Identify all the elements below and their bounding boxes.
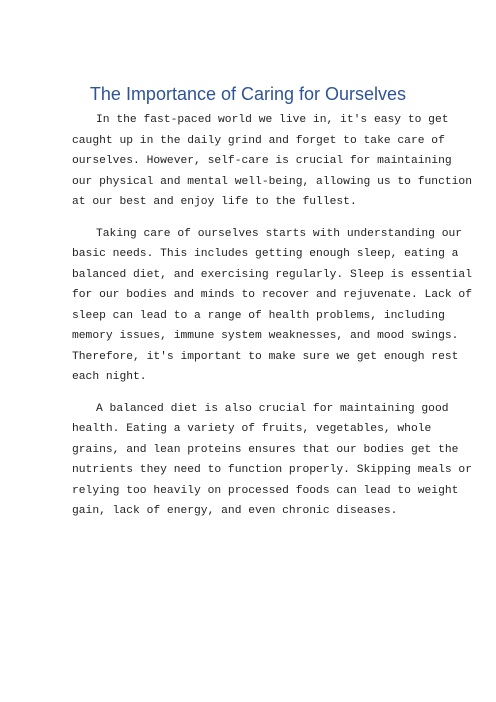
paragraph-line: grains, and lean proteins ensures that our bodies get the <box>72 443 459 456</box>
paragraph-line: A balanced diet is also crucial for maintaining good <box>96 402 449 415</box>
paragraph-line: basic needs. This includes getting enough sleep, eating a <box>72 248 459 260</box>
paragraph-line: balanced diet, and exercising regularly. Sleep is essential <box>72 268 472 281</box>
paragraph-line: at our best and enjoy life to the fullest. <box>72 196 357 208</box>
paragraph-line: caught up in the daily grind and forget to take care of <box>72 134 445 147</box>
paragraph-3 <box>72 399 472 522</box>
paragraph-line: memory issues, immune system weaknesses, and mood swings. <box>72 330 459 342</box>
paragraph-line: Therefore, it's important to make sure we get enough rest <box>72 350 459 363</box>
paragraph-line: each night. <box>72 371 147 383</box>
paragraph-line: ourselves. However, self-care is crucial for maintaining <box>72 155 452 167</box>
paragraph-line: gain, lack of energy, and even chronic diseases. <box>72 505 398 517</box>
document-body <box>72 110 472 533</box>
paragraph-1 <box>72 110 472 213</box>
paragraph-2 <box>72 224 472 388</box>
paragraph-line: In the fast-paced world we live in, it's easy to get <box>96 114 449 126</box>
paragraph-line: Taking care of ourselves starts with understanding our <box>96 227 463 240</box>
page-title: The Importance of Caring for Ourselves <box>89 84 407 104</box>
paragraph-line: sleep can lead to a range of health problems, including <box>72 309 445 322</box>
paragraph-line: nutrients they need to function properly. Skipping meals or <box>72 464 472 476</box>
paragraph-line: health. Eating a variety of fruits, vegetables, whole <box>72 423 432 435</box>
paragraph-line: relying too heavily on processed foods can lead to weight <box>72 484 459 497</box>
paragraph-line: our physical and mental well-being, allowing us to function <box>72 175 472 188</box>
paragraph-line: for our bodies and minds to recover and rejuvenate. Lack of <box>72 289 472 301</box>
